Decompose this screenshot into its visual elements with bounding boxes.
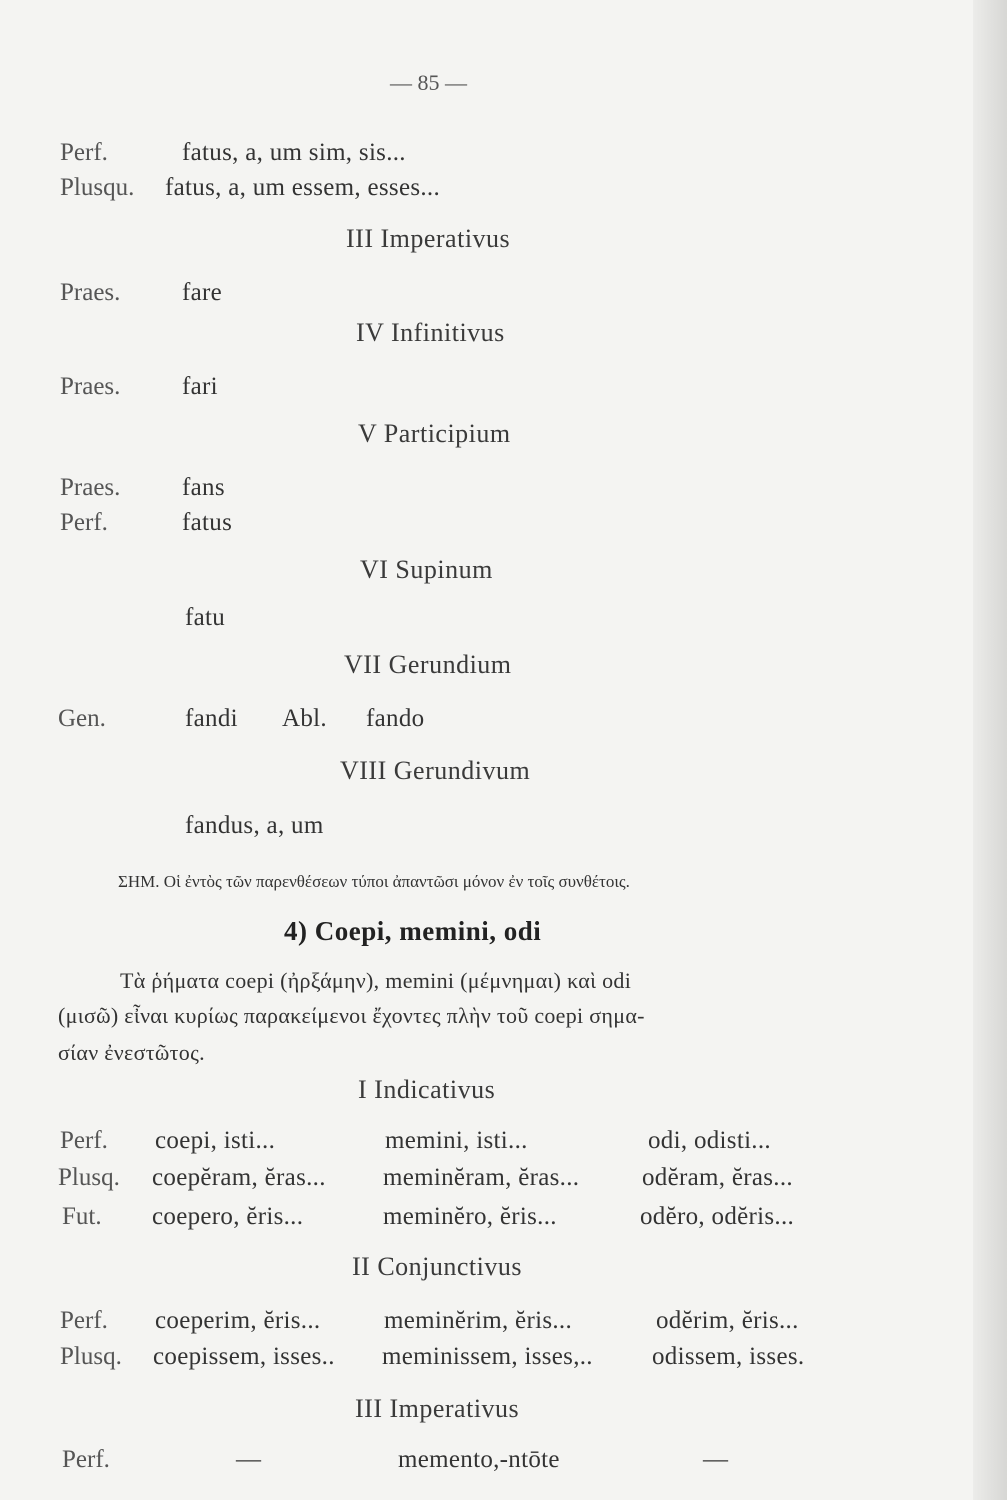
label-gen: Gen.: [58, 705, 106, 732]
conjunctivus-cell: coepissem, isses..: [153, 1343, 335, 1370]
participium-perf-text: fatus: [182, 509, 233, 536]
paragraph-line: σίαν ἐνεστῶτος.: [58, 1040, 205, 1065]
heading-imperativus-2: III Imperativus: [355, 1394, 520, 1423]
gerundium-gen-text: fandi: [185, 705, 238, 732]
heading-participium: V Participium: [358, 419, 511, 448]
label-praes: Praes.: [60, 279, 121, 306]
indicativus-cell: coepi, isti...: [155, 1127, 276, 1154]
label-plusq: Plusq.: [58, 1164, 120, 1191]
label-abl: Abl.: [282, 705, 327, 732]
indicativus-cell: coepero, ĕris...: [152, 1203, 304, 1230]
label-praes: Praes.: [60, 474, 121, 501]
heading-gerundium: VII Gerundium: [344, 650, 512, 679]
perf-text: fatus, a, um sim, sis...: [182, 139, 406, 166]
indicativus-cell: odĕram, ĕras...: [642, 1164, 793, 1191]
section-title: 4) Coepi, memini, odi: [284, 916, 542, 946]
heading-infinitivus: IV Infinitivus: [356, 318, 505, 347]
heading-imperativus: III Imperativus: [346, 224, 511, 253]
indicativus-cell: memini, isti...: [385, 1127, 528, 1154]
supinum-text: fatu: [185, 604, 226, 631]
conjunctivus-cell: meminĕrim, ĕris...: [384, 1307, 572, 1334]
participium-praes-text: fans: [182, 474, 225, 501]
imperativus2-cell: memento,-ntōte: [398, 1446, 560, 1473]
label-praes: Praes.: [60, 373, 121, 400]
note: ΣΗΜ. Οἱ ἐντὸς τῶν παρενθέσεων τύποι ἀπαντῶσι μόνον ἐν τοῖς συνθέτοις.: [118, 872, 630, 891]
imperativus-text: fare: [182, 279, 223, 306]
paragraph-line: Τὰ ῥήματα coepi (ἠρξάμην), memini (μέμνημαι) καὶ odi: [120, 968, 632, 993]
heading-supinum: VI Supinum: [360, 555, 493, 584]
imperativus2-cell: —: [236, 1446, 262, 1473]
conjunctivus-cell: meminissem, isses,..: [382, 1343, 593, 1370]
indicativus-cell: coepĕram, ĕras...: [152, 1164, 326, 1191]
infinitivus-text: fari: [182, 373, 218, 400]
indicativus-cell: meminĕro, ĕris...: [383, 1203, 557, 1230]
heading-conjunctivus: II Conjunctivus: [352, 1252, 522, 1281]
imperativus2-cell: —: [703, 1446, 729, 1473]
conjunctivus-cell: odissem, isses.: [652, 1343, 805, 1370]
gerundivum-text: fandus, a, um: [185, 812, 324, 839]
page-edge-shadow: [973, 0, 1007, 1500]
indicativus-cell: meminĕram, ĕras...: [383, 1164, 580, 1191]
label-perf: Perf.: [60, 1307, 108, 1334]
plusqu-text: fatus, a, um essem, esses...: [165, 174, 441, 201]
heading-indicativus: I Indicativus: [358, 1075, 496, 1104]
page-number: — 85 —: [390, 70, 467, 95]
conjunctivus-cell: coeperim, ĕris...: [155, 1307, 321, 1334]
indicativus-cell: odi, odisti...: [648, 1127, 771, 1154]
label-plusq: Plusq.: [60, 1343, 122, 1370]
heading-gerundivum: VIII Gerundivum: [340, 756, 531, 785]
label-perf: Perf.: [60, 139, 108, 166]
label-perf: Perf.: [60, 509, 108, 536]
indicativus-cell: odĕro, odĕris...: [640, 1203, 795, 1230]
label-perf: Perf.: [60, 1127, 108, 1154]
paragraph-line: (μισῶ) εἶναι κυρίως παρακείμενοι ἔχοντες πλὴν τοῦ coepi σημα-: [58, 1003, 645, 1028]
label-perf: Perf.: [62, 1446, 110, 1473]
label-plusqu: Plusqu.: [60, 174, 135, 201]
conjunctivus-cell: odĕrim, ĕris...: [656, 1307, 799, 1334]
gerundium-abl-text: fando: [366, 705, 425, 732]
label-fut: Fut.: [62, 1203, 102, 1230]
